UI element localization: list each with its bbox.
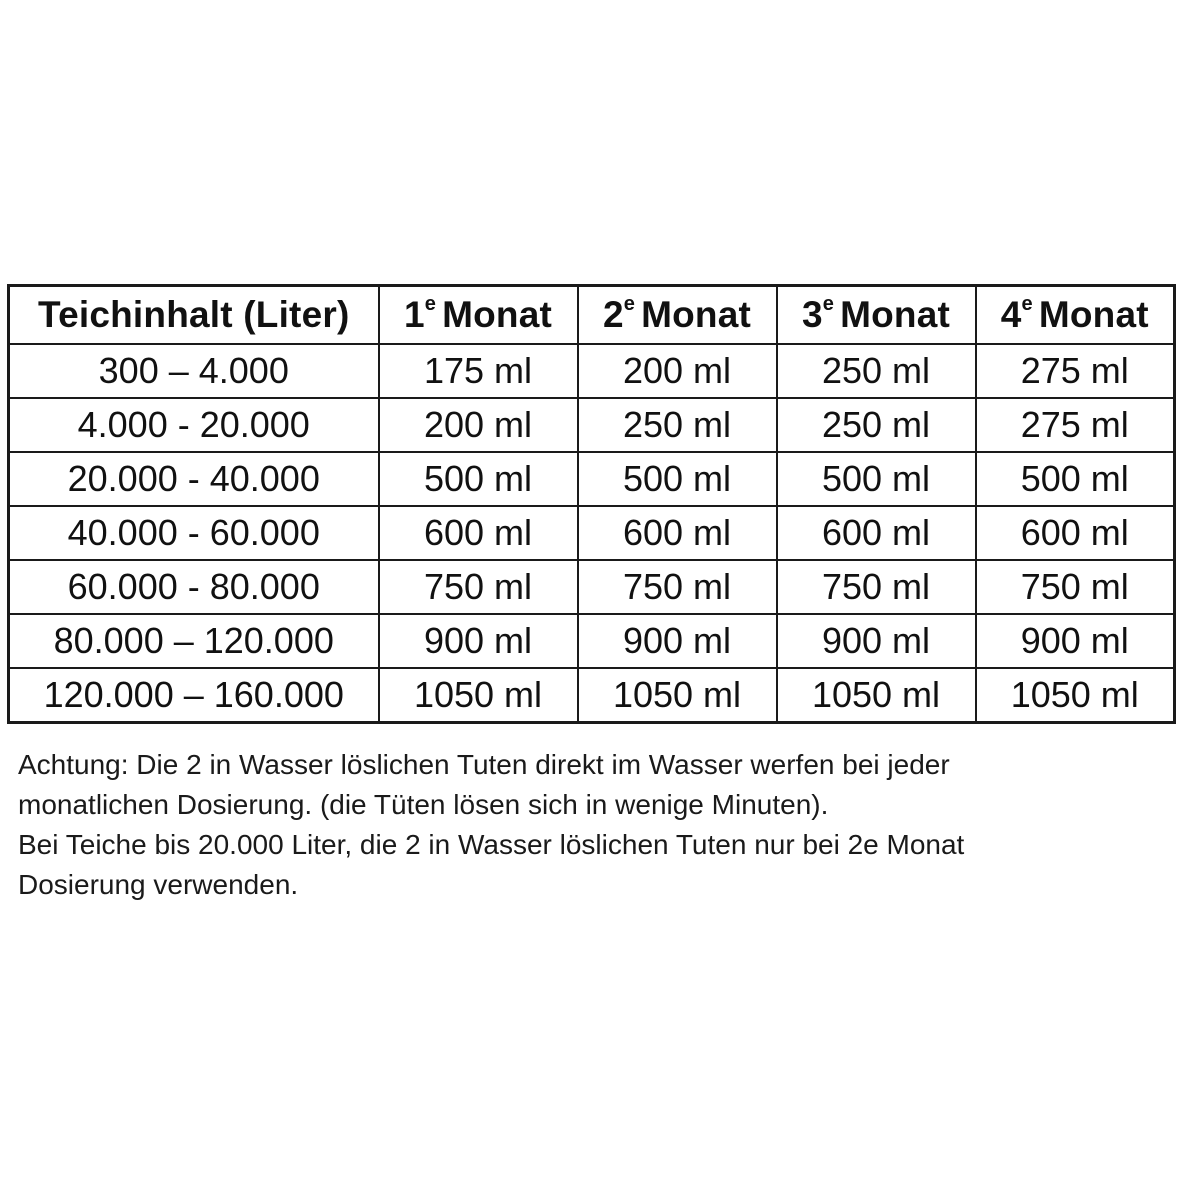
- dose-cell: 900 ml: [777, 614, 976, 668]
- dose-cell: 600 ml: [976, 506, 1175, 560]
- table-body: [9, 344, 1175, 723]
- header-month-4: [976, 286, 1175, 345]
- volume-cell: 120.000 – 160.000: [9, 668, 379, 723]
- dose-cell: 200 ml: [379, 398, 578, 452]
- dose-cell: 175 ml: [379, 344, 578, 398]
- table-row: [9, 560, 1175, 614]
- dose-cell: 200 ml: [578, 344, 777, 398]
- dose-cell: 750 ml: [976, 560, 1175, 614]
- note-line: Bei Teiche bis 20.000 Liter, die 2 in Wasser löslichen Tuten nur bei 2e Monat: [18, 829, 965, 860]
- volume-cell: 40.000 - 60.000: [9, 506, 379, 560]
- dose-cell: 900 ml: [379, 614, 578, 668]
- note-line: Achtung: Die 2 in Wasser löslichen Tuten direkt im Wasser werfen bei jeder: [18, 749, 950, 780]
- dosage-table: [7, 284, 1176, 724]
- dose-cell: 600 ml: [777, 506, 976, 560]
- volume-cell: 4.000 - 20.000: [9, 398, 379, 452]
- month-ordinal: e: [623, 292, 636, 315]
- table-row: [9, 452, 1175, 506]
- dose-cell: 275 ml: [976, 398, 1175, 452]
- note-line: Dosierung verwenden.: [18, 869, 299, 900]
- dose-cell: 1050 ml: [976, 668, 1175, 723]
- volume-cell: 80.000 – 120.000: [9, 614, 379, 668]
- dose-cell: 600 ml: [379, 506, 578, 560]
- month-ordinal: e: [822, 292, 835, 315]
- dose-cell: 250 ml: [777, 344, 976, 398]
- month-number: 3: [801, 294, 823, 335]
- table-row: [9, 398, 1175, 452]
- dose-cell: 750 ml: [777, 560, 976, 614]
- month-ordinal: e: [424, 292, 437, 315]
- volume-cell: 60.000 - 80.000: [9, 560, 379, 614]
- dose-cell: 500 ml: [379, 452, 578, 506]
- dose-cell: 1050 ml: [578, 668, 777, 723]
- header-row: [9, 286, 1175, 345]
- table-row: [9, 506, 1175, 560]
- dose-cell: 600 ml: [578, 506, 777, 560]
- note-line: monatlichen Dosierung. (die Tüten lösen sich in wenige Minuten).: [18, 789, 829, 820]
- dose-cell: 500 ml: [578, 452, 777, 506]
- month-label: Monat: [442, 294, 553, 335]
- table-row: [9, 668, 1175, 723]
- dose-cell: 250 ml: [777, 398, 976, 452]
- month-label: Monat: [840, 294, 951, 335]
- dose-cell: 500 ml: [976, 452, 1175, 506]
- dose-cell: 275 ml: [976, 344, 1175, 398]
- month-number: 1: [403, 294, 425, 335]
- dose-cell: 1050 ml: [777, 668, 976, 723]
- month-number: 2: [602, 294, 624, 335]
- table-header: [9, 286, 1175, 345]
- dose-cell: 1050 ml: [379, 668, 578, 723]
- table-row: [9, 344, 1175, 398]
- table-row: [9, 614, 1175, 668]
- header-volume: Teichinhalt (Liter): [9, 286, 379, 345]
- month-number: 4: [1000, 294, 1022, 335]
- dose-cell: 750 ml: [379, 560, 578, 614]
- header-month-2: [578, 286, 777, 345]
- dose-cell: 900 ml: [976, 614, 1175, 668]
- header-month-1: [379, 286, 578, 345]
- dose-cell: 750 ml: [578, 560, 777, 614]
- month-label: Monat: [641, 294, 752, 335]
- volume-cell: 20.000 - 40.000: [9, 452, 379, 506]
- header-month-3: [777, 286, 976, 345]
- dose-cell: 900 ml: [578, 614, 777, 668]
- dose-cell: 500 ml: [777, 452, 976, 506]
- month-label: Monat: [1038, 294, 1149, 335]
- dose-cell: 250 ml: [578, 398, 777, 452]
- volume-cell: 300 – 4.000: [9, 344, 379, 398]
- usage-note: [18, 745, 1168, 905]
- month-ordinal: e: [1021, 292, 1033, 315]
